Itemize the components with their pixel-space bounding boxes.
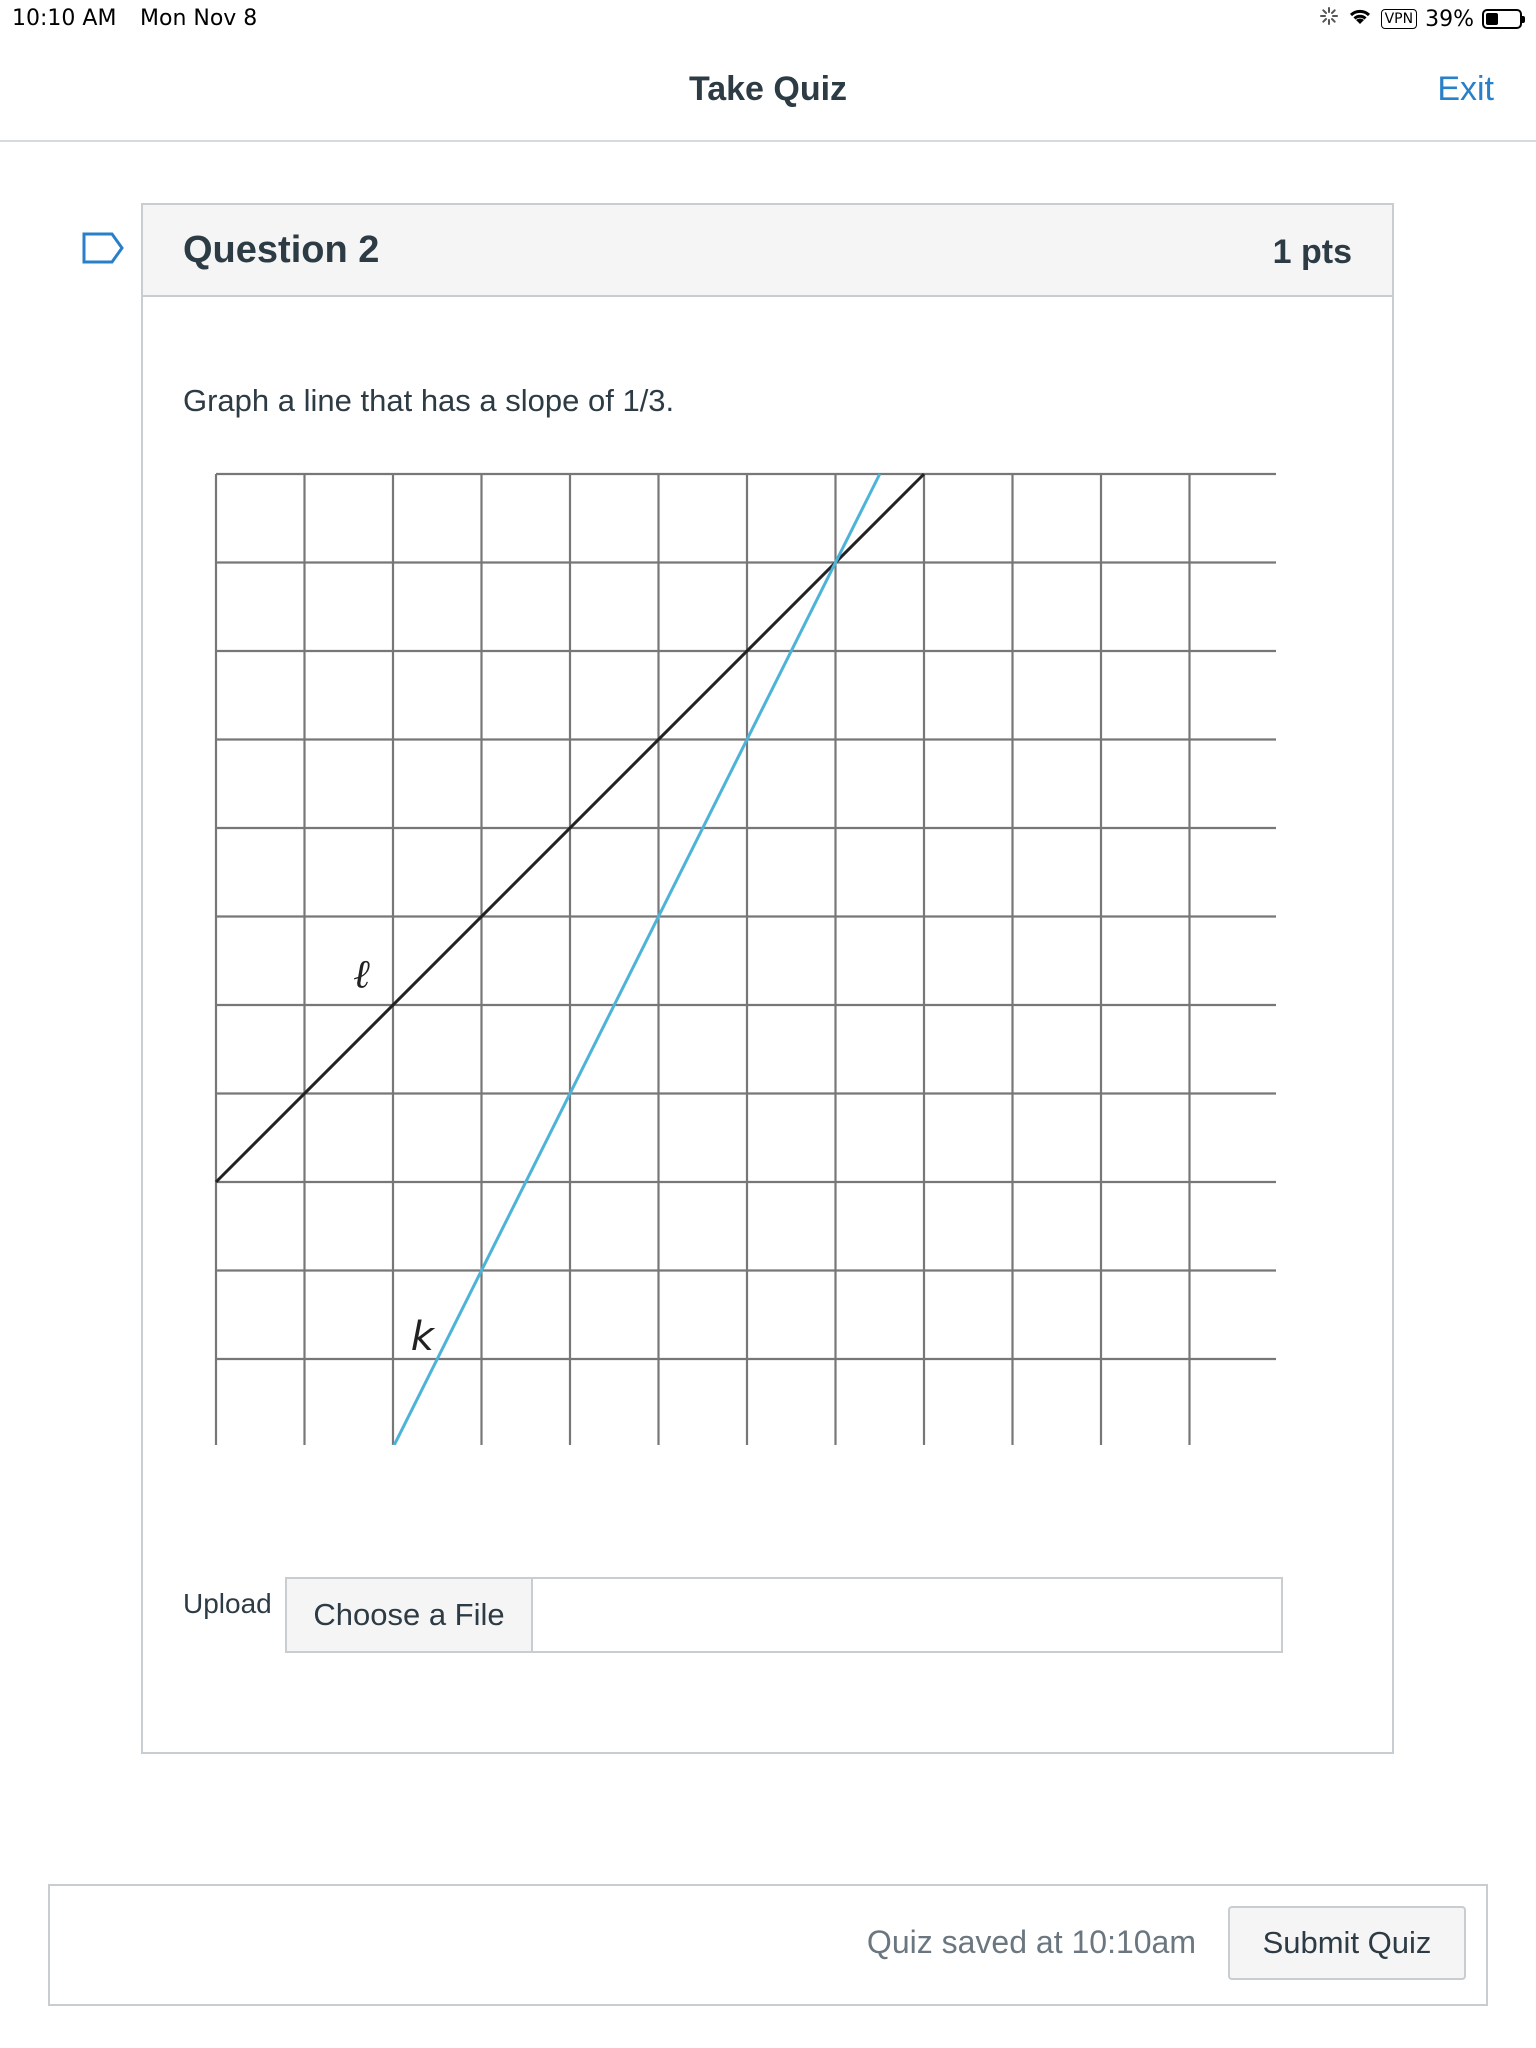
battery-icon — [1482, 9, 1522, 29]
line-k — [393, 474, 880, 1445]
top-bar — [0, 40, 1536, 142]
exit-link[interactable]: Exit — [1437, 70, 1494, 108]
file-upload-field[interactable] — [285, 1577, 1283, 1653]
choose-file-button[interactable]: Choose a File — [287, 1579, 533, 1651]
question-points: 1 pts — [1272, 233, 1352, 271]
status-indicators — [1319, 6, 1522, 32]
battery-fill — [1486, 13, 1498, 25]
battery-percent: 39% — [1425, 6, 1474, 32]
upload-label: Upload — [183, 1588, 272, 1619]
flag-outline-icon[interactable] — [82, 232, 124, 268]
page-title: Take Quiz — [688, 70, 848, 108]
quiz-footer — [48, 1884, 1488, 2006]
line-k-label: k — [410, 1314, 434, 1361]
loading-icon — [1319, 6, 1339, 32]
submit-quiz-button[interactable]: Submit Quiz — [1228, 1906, 1466, 1980]
line-l-label: ℓ — [353, 951, 370, 998]
question-prompt: Graph a line that has a slope of 1/3. — [183, 383, 675, 418]
wifi-icon — [1347, 6, 1373, 32]
status-date: Mon Nov 8 — [140, 6, 258, 31]
question-card — [141, 203, 1394, 1754]
quiz-saved-status: Quiz saved at 10:10am — [866, 1924, 1196, 1960]
status-bar — [0, 0, 1536, 40]
status-time: 10:10 AM — [12, 6, 117, 31]
vpn-badge: VPN — [1381, 9, 1418, 29]
question-title: Question 2 — [183, 229, 380, 271]
question-header — [143, 205, 1392, 297]
graph-grid-image — [212, 470, 1276, 1445]
